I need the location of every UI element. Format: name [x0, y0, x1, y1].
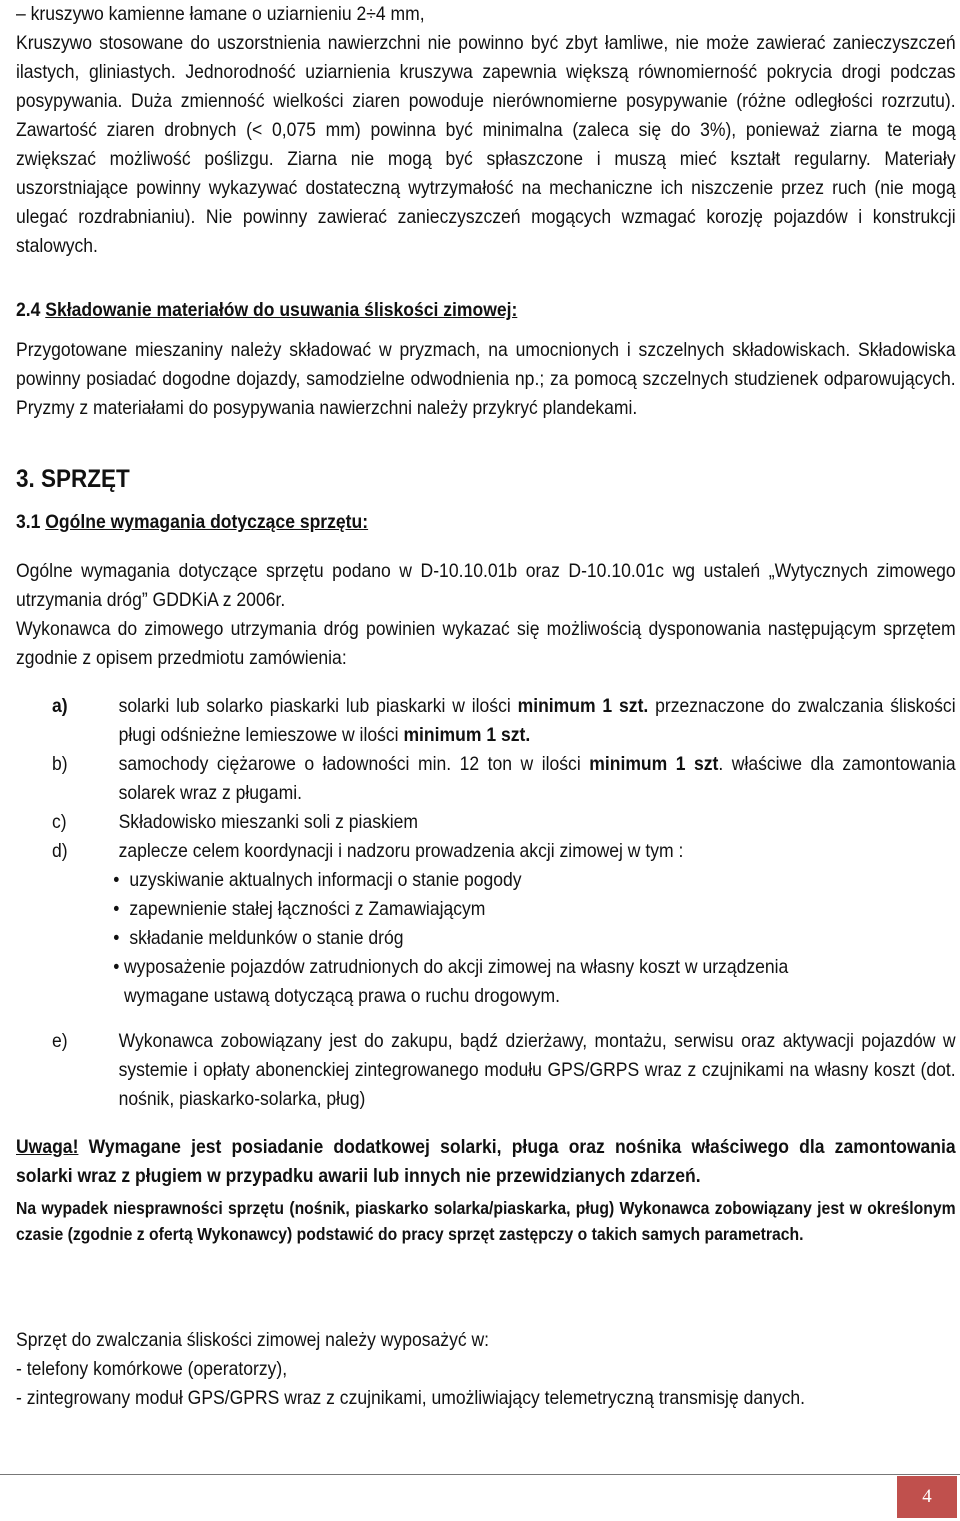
storage-paragraph: Przygotowane mieszaniny należy składować w pryzmach, na umocnionych i szczelnych składowiskach. Składowiska powinny posiadać dogodne dojazdy, samodzielne odwodnienia np.; za pomocą szczelnych studzienek odparowujących. Pryzmy z materiałami do posypywania nawierzchni należy przykryć plandekami.: [16, 339, 956, 419]
paragraph-aggregate: [16, 0, 960, 261]
list-d: [52, 837, 956, 866]
list-item: • wyposażenie pojazdów zatrudnionych do akcji zimowej na własny koszt w urządzenia: [113, 956, 789, 978]
list-a: [52, 692, 956, 750]
footer-divider: [0, 1474, 960, 1475]
list-c: [52, 808, 956, 837]
section-title: Składowanie materiałów do usuwania śliskości zimowej:: [45, 299, 518, 321]
bullet-3: [52, 924, 956, 953]
outfit-line: - telefony komórkowe (operatorzy),: [16, 1358, 288, 1380]
section-3-1: [16, 508, 960, 673]
warning-paragraph: Uwaga! Wymagane jest posiadanie dodatkowej solarki, pługa oraz nośnika właściwego dla zamontowania solarki wraz z pługiem w przypadku awarii lub innych nie przewidzianych zdarzeń.: [16, 1136, 956, 1187]
list-mark: d): [52, 840, 68, 862]
contractor-paragraph: Wykonawca do zimowego utrzymania dróg powinien wykazać się możliwością dysponowania następującym sprzętem zgodnie z opisem przedmiotu zamówienia:: [16, 618, 956, 669]
list-item: • składanie meldunków o stanie dróg: [113, 927, 404, 949]
outfit-line: - zintegrowany moduł GPS/GPRS wraz z czujnikami, umożliwiający telemetryczną transmisję danych.: [16, 1387, 806, 1409]
equipment-list: [52, 692, 956, 1114]
list-item: b) samochody ciężarowe o ładowności min. 12 ton w ilości minimum 1 szt. właściwe dla zamontowania solarek wraz z pługami.: [52, 750, 956, 808]
general-requirements-paragraph: Ogólne wymagania dotyczące sprzętu podano w D-10.10.01b oraz D-10.10.01c wg ustaleń „Wytycznych zimowego utrzymania dróg” GDDKiA z 2006r.: [16, 560, 956, 611]
list-item: • zapewnienie stałej łączności z Zamawiającym: [113, 898, 486, 920]
chapter-3: [16, 462, 142, 496]
section-heading: 3.1 Ogólne wymagania dotyczące sprzętu:: [16, 511, 369, 533]
chapter-title: 3. SPRZĘT: [16, 465, 130, 493]
list-mark: c): [52, 811, 67, 833]
list-mark: e): [52, 1030, 68, 1052]
bullet-2: [52, 895, 956, 924]
section-2-4: [16, 296, 960, 423]
equipment-outfit: [16, 1326, 960, 1413]
bullet-4-continuation: wymagane ustawą dotyczącą prawa o ruchu drogowym.: [124, 985, 561, 1007]
list-b: [52, 750, 956, 808]
section-heading: 2.4 Składowanie materiałów do usuwania śliskości zimowej:: [16, 299, 518, 321]
list-item: • uzyskiwanie aktualnych informacji o stanie pogody: [113, 869, 522, 891]
warning-label: Uwaga!: [16, 1136, 79, 1158]
list-mark: a): [52, 695, 68, 717]
outfit-intro: Sprzęt do zwalczania śliskości zimowej należy wyposażyć w:: [16, 1329, 490, 1351]
list-e: [52, 1027, 956, 1114]
list-item: a) solarki lub solarko piaskarki lub piaskarki w ilości minimum 1 szt. przeznaczone do zwalczania śliskości pługi odśnieżne lemieszowe w ilości minimum 1 szt.: [52, 692, 956, 750]
dash-item-line: – kruszywo kamienne łamane o uziarnieniu 2÷4 mm,: [16, 3, 425, 25]
bullet-1: [52, 866, 956, 895]
replacement-paragraph: Na wypadek niesprawności sprzętu (nośnik, piaskarko solarka/piaskarka, pług) Wykonawca zobowiązany jest w określonym czasie (zgodnie z ofertą Wykonawcy) podstawić do pracy sprzęt zastępczy o takich samych parametrach.: [16, 1198, 956, 1244]
list-item: e) Wykonawca zobowiązany jest do zakupu, bądź dzierżawy, montażu, serwisu oraz aktywacji pojazdów w systemie i opłaty abonenckiej zintegrowanego modułu GPS/GRPS wraz z czujnikami na własny koszt (dot. nośnik, piaskarko-solarka, pług): [52, 1027, 956, 1114]
aggregate-paragraph: Kruszywo stosowane do uszorstnienia nawierzchni nie powinno być zbyt łamliwe, nie może zawierać zanieczyszczeń ilastych, gliniastych. Jednorodność uziarnienia kruszywa zapewnia większą równomierność pokrycia drogi podczas posypywania. Duża zmienność wielkości ziaren powoduje nierównomierne posypywanie (różne odległości rozrzutu). Zawartość ziaren drobnych (< 0,075 mm) powinna być minimalna (zaleca się do 3%), ponieważ ziarna te mogą zwiększać możliwość poślizgu. Ziarna nie mogą być spłaszczone i muszą mieć kształt regularny. Materiały uszorstniające powinny wykazywać dostateczną wytrzymałość na mechaniczne ich niszczenie przez ruch (nie mogą ulegać rozdrabnianiu). Nie powinny zawierać zanieczyszczeń mogących wzmagać korozję pojazdów i konstrukcji stalowych.: [16, 32, 956, 257]
page-number-badge: 4: [897, 1476, 957, 1518]
list-item: c) Składowisko mieszanki soli z piaskiem: [52, 808, 956, 837]
list-mark: b): [52, 753, 68, 775]
bullet-4: [52, 953, 956, 982]
warning-block: [16, 1133, 960, 1247]
list-item: d) zaplecze celem koordynacji i nadzoru prowadzenia akcji zimowej w tym :: [52, 837, 956, 866]
section-title: Ogólne wymagania dotyczące sprzętu:: [45, 511, 369, 533]
